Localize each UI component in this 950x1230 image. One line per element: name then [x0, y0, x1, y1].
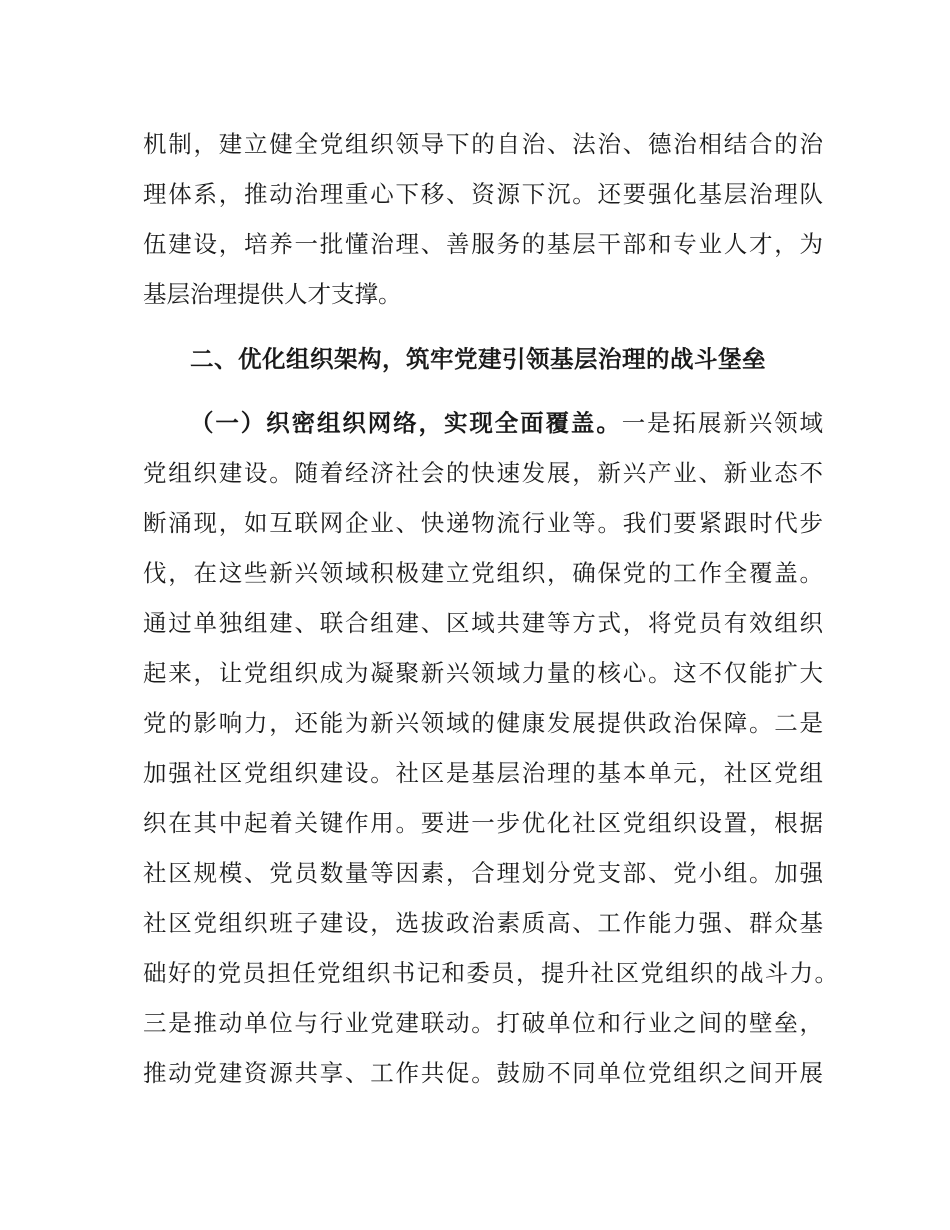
paragraph-line: 础好的党员担任党组织书记和委员，提升社区党组织的战斗力。: [143, 959, 838, 987]
paragraph-line: 社区规模、党员数量等因素，合理划分党支部、党小组。加强: [143, 859, 823, 887]
paragraph-line: 断涌现，如互联网企业、快递物流行业等。我们要紧跟时代步: [143, 509, 823, 537]
paragraph-line: 织在其中起着关键作用。要进一步优化社区党组织设置，根据: [143, 809, 823, 837]
paragraph-line: 加强社区党组织建设。社区是基层治理的基本单元，社区党组: [143, 759, 823, 787]
paragraph-line: 三是推动单位与行业党建联动。打破单位和行业之间的壁垒，: [143, 1009, 823, 1037]
section-heading: 二、优化组织架构，筑牢党建引领基层治理的战斗堡垒: [190, 345, 766, 373]
paragraph-line: 基层治理提供人才支撑。: [143, 280, 402, 308]
paragraph-line: 党组织建设。随着经济社会的快速发展，新兴产业、新业态不: [143, 459, 823, 487]
paragraph-line: 党的影响力，还能为新兴领域的健康发展提供政治保障。二是: [143, 709, 823, 737]
paragraph-line: 通过单独组建、联合组建、区域共建等方式，将党员有效组织: [143, 609, 823, 637]
subheading: （一）织密组织网络，实现全面覆盖。: [190, 409, 622, 437]
paragraph-first-line: [190, 408, 823, 438]
paragraph-line: 伐，在这些新兴领域积极建立党组织，确保党的工作全覆盖。: [143, 559, 823, 587]
paragraph-line: 机制，建立健全党组织领导下的自治、法治、德治相结合的治: [143, 130, 823, 158]
paragraph-line: 社区党组织班子建设，选拔政治素质高、工作能力强、群众基: [143, 909, 823, 937]
paragraph-text: 一是拓展新兴领域: [621, 409, 824, 437]
paragraph-line: 理体系，推动治理重心下移、资源下沉。还要强化基层治理队: [143, 180, 823, 208]
paragraph-line: 伍建设，培养一批懂治理、善服务的基层干部和专业人才，为: [143, 230, 823, 258]
paragraph-line: 推动党建资源共享、工作共促。鼓励不同单位党组织之间开展: [143, 1059, 823, 1087]
paragraph-line: 起来，让党组织成为凝聚新兴领域力量的核心。这不仅能扩大: [143, 659, 823, 687]
